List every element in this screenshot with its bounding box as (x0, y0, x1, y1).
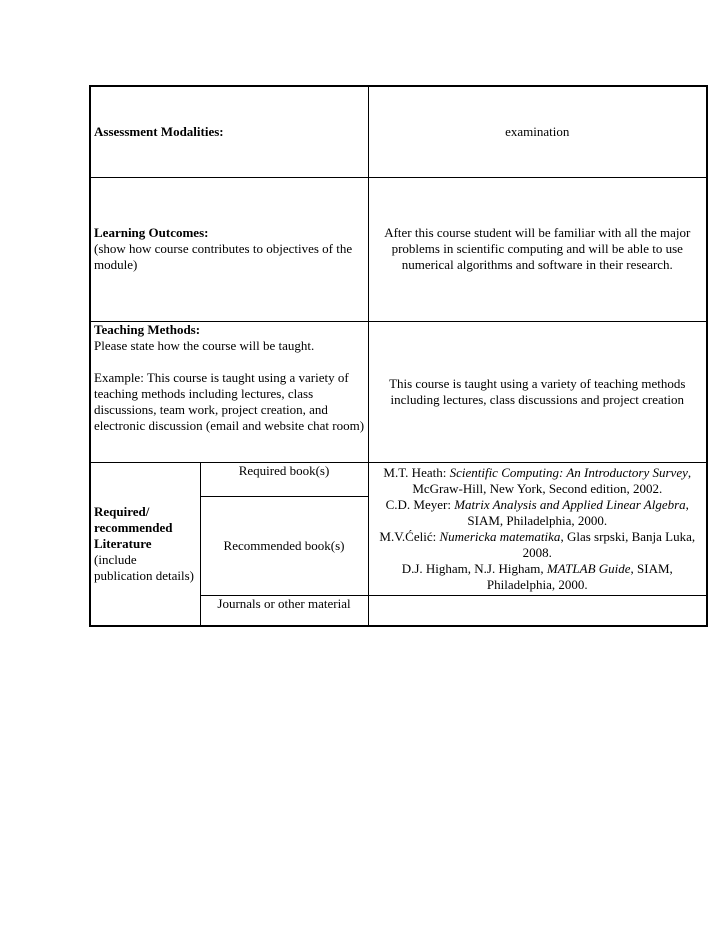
teaching-methods-label: Teaching Methods: (94, 321, 201, 337)
book-publication: , McGraw-Hill, New York, Second edition, 2002. (412, 464, 692, 496)
teaching-methods-example: Example: This course is taught using a variety of teaching methods including lectures, class discussions, team work, project creation, and electronic discussion (email and website chat room) (94, 369, 365, 433)
recommended-books-label: Recommended book(s) (200, 496, 368, 595)
book-publication: , SIAM, Philadelphia, 2000. (486, 560, 673, 592)
book-publication: , Glas srpski, Banja Luka, 2008. (522, 528, 696, 560)
learning-outcomes-note: (show how course contributes to objectives of the module) (94, 241, 353, 272)
learning-outcomes-row (90, 177, 707, 321)
book-entry (372, 497, 704, 529)
learning-outcomes-label-cell (90, 177, 368, 321)
book-entry (372, 465, 704, 497)
required-books-list (372, 465, 704, 497)
assessment-row (90, 86, 707, 177)
book-title: Numericka matematika (439, 528, 561, 544)
teaching-methods-value: This course is taught using a variety of teaching methods including lectures, class discussions and project creation (368, 321, 707, 462)
literature-label-cell (90, 462, 200, 626)
book-entry (372, 529, 704, 561)
book-title: MATLAB Guide (546, 560, 631, 576)
teaching-methods-instruction: Please state how the course will be taught. (94, 337, 315, 353)
learning-outcomes-label: Learning Outcomes: (94, 225, 209, 240)
book-publication: , SIAM, Philadelphia, 2000. (467, 496, 689, 528)
learning-outcomes-value: After this course student will be familiar with all the major problems in scientific computing and will be able to use numerical algorithms and software in their research. (368, 177, 707, 321)
book-title: Matrix Analysis and Applied Linear Algebra (454, 496, 686, 512)
required-books-label: Required book(s) (200, 462, 368, 496)
book-author: M.V.Ćelić: (379, 528, 440, 544)
book-author: D.J. Higham, N.J. Higham, (401, 560, 547, 576)
assessment-value: examination (368, 86, 707, 177)
recommended-books-list (372, 497, 704, 593)
teaching-methods-row (90, 321, 707, 462)
literature-label: Required/ recommended Literature (94, 503, 173, 551)
literature-note: (include publication details) (94, 551, 195, 583)
assessment-label: Assessment Modalities: (94, 123, 224, 139)
assessment-label-cell (90, 86, 368, 177)
literature-books-cell (368, 462, 707, 595)
literature-required-row (90, 462, 707, 496)
book-author: C.D. Meyer: (385, 496, 455, 512)
teaching-methods-label-cell (90, 321, 368, 462)
journals-label: Journals or other material (200, 595, 368, 626)
journals-value (368, 595, 707, 626)
book-author: M.T. Heath: (383, 464, 450, 480)
book-entry (372, 561, 704, 593)
book-title: Scientific Computing: An Introductory Survey (449, 464, 688, 480)
course-info-table (89, 85, 708, 627)
